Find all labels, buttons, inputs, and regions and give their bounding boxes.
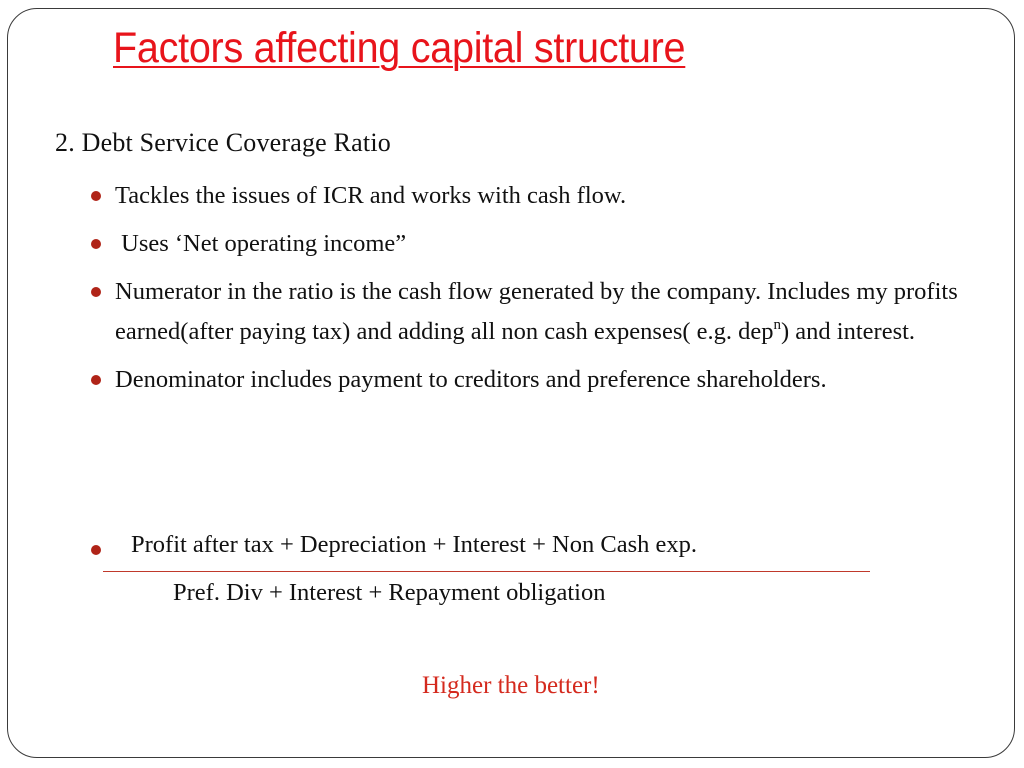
superscript: n (773, 317, 782, 333)
formula-denominator: Pref. Div + Interest + Repayment obligation (173, 579, 606, 606)
formula-bullet (90, 530, 100, 570)
bullet-item (90, 224, 970, 264)
bullet-item (90, 360, 970, 400)
bullet-text-tail: ) and interest. (781, 318, 916, 345)
section-heading: 2. Debt Service Coverage Ratio (55, 128, 391, 157)
bullet-text: Denominator includes payment to creditors and preference shareholders. (115, 366, 827, 393)
bullet-dot-icon (91, 191, 101, 201)
bullet-text: Tackles the issues of ICR and works with cash flow. (115, 182, 627, 209)
bullet-dot-icon (91, 375, 101, 385)
bullet-list (90, 176, 970, 408)
bullet-dot-icon (91, 545, 101, 555)
fraction-line (103, 571, 870, 572)
slide-title: Factors affecting capital structure (113, 24, 686, 72)
bullet-text: Numerator in the ratio is the cash flow generated by the company. Includes my profits earned(after paying tax) and adding all non cash expenses( e.g. dep (115, 278, 958, 345)
bullet-text: Uses ‘Net operating income” (115, 230, 407, 257)
formula-numerator: Profit after tax + Depreciation + Interest + Non Cash exp. (131, 531, 697, 558)
bullet-dot-icon (91, 239, 101, 249)
bullet-item (90, 176, 970, 216)
conclusion-text: Higher the better! (422, 672, 600, 699)
bullet-dot-icon (91, 287, 101, 297)
bullet-item (90, 272, 970, 352)
